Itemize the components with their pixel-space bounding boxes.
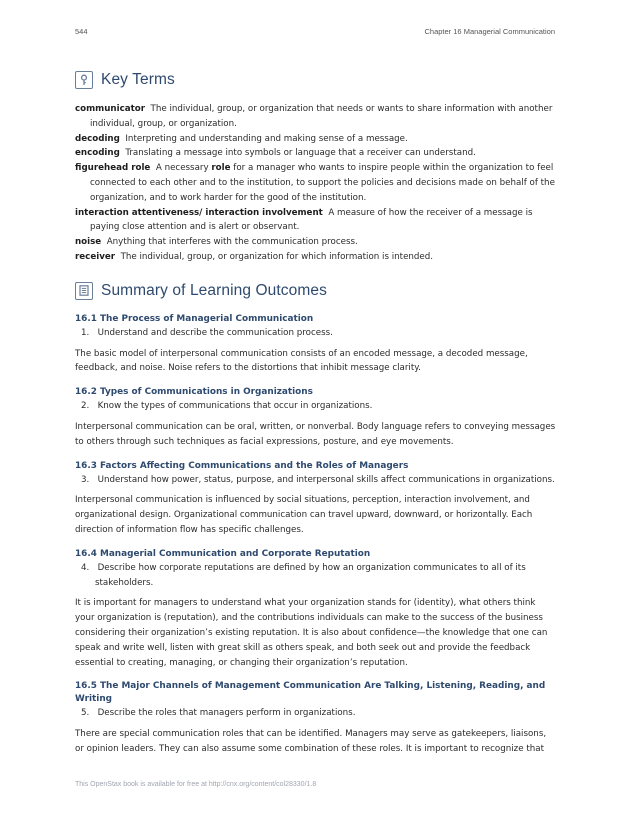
summary-paragraph: Interpersonal communication is influenced by social situations, perception, interaction involvement, and organizational design. Organizational communication can travel upward, downward, or horizontally. Each direction of information flow has specific challenges. — [75, 495, 533, 535]
term-definition: Anything that interferes with the communication process. — [106, 237, 358, 248]
outcome-number: 5. — [81, 708, 90, 719]
summary-section — [75, 548, 557, 671]
document-icon — [75, 282, 93, 300]
footer-note: This OpenStax book is available for free at http://cnx.org/content/col28330/1.8 — [75, 781, 317, 788]
term-name: decoding — [75, 133, 120, 144]
outcome-number: 4. — [81, 562, 90, 573]
outcome-number: 2. — [81, 401, 90, 412]
term-definition: Interpreting and understanding and making sense of a message. — [125, 133, 408, 144]
term-name: communicator — [75, 104, 145, 114]
term-definition: A measure of how the receiver of a message is paying close attention and is alert or observant. — [90, 207, 533, 233]
summary-paragraph: Interpersonal communication can be oral, written, or nonverbal. Body language refers to conveying messages to others through such techniques as facial expressions, posture, and eye movements. — [75, 421, 556, 447]
key-terms-heading — [75, 68, 557, 92]
summary-section — [75, 386, 557, 449]
learning-outcome — [75, 561, 557, 591]
summary-paragraph: It is important for managers to understand what your organization stands for (identity), what others think your organization is (reputation), and the contributions individuals can make to the success of the business considering their organization’s existing reputation. It is also about confidence—the knowledge that one can speak and write well, listen with great skill as others speak, and both seek out and provide the feedback essential to creating, managing, or changing their organization’s reputation. — [75, 598, 548, 668]
term-definition-pre: A necessary — [155, 163, 212, 174]
term-definition: The individual, group, or organization that needs or wants to share information with another individual, group, or organization. — [90, 104, 553, 129]
summary-title: Summary of Learning Outcomes — [101, 281, 327, 299]
learning-outcome — [75, 473, 557, 488]
key-terms-title: Key Terms — [101, 71, 175, 88]
page-number: 544 — [75, 27, 88, 36]
outcome-text: Describe the roles that managers perform in organizations. — [97, 708, 356, 719]
page-content — [75, 68, 557, 757]
outcome-text: Understand how power, status, purpose, and interpersonal skills affect communications in organizations. — [97, 474, 555, 485]
section-heading: 16.4 Managerial Communication and Corporate Reputation — [75, 548, 371, 559]
term-entry — [75, 132, 557, 147]
summary-paragraph: There are special communication roles that can be identified. Managers may serve as gatekeepers, liaisons, or opinion leaders. They can also assume some combination of these roles. It is important to recognize that — [75, 729, 547, 754]
term-name: encoding — [75, 148, 120, 159]
term-entry — [75, 102, 557, 132]
summary-section — [75, 313, 557, 376]
term-entry — [75, 146, 557, 161]
key-icon — [75, 71, 93, 89]
term-definition: for a manager who wants to inspire people within the organization to feel connected to each other and to the institution, to support the policies and decisions made on behalf of the organization, and to work harder for the good of the institution. — [90, 163, 555, 203]
outcome-number: 1. — [81, 327, 90, 338]
summary-section — [75, 680, 557, 756]
learning-outcome — [75, 706, 557, 721]
outcome-text: Understand and describe the communication process. — [97, 327, 333, 338]
term-name: interaction attentiveness/ interaction involvement — [75, 207, 323, 218]
term-definition: The individual, group, or organization for which information is intended. — [120, 251, 434, 262]
section-heading: 16.2 Types of Communications in Organizations — [75, 387, 313, 398]
term-name: figurehead role — [75, 163, 151, 174]
outcome-number: 3. — [81, 474, 90, 485]
term-definition: Translating a message into symbols or language that a receiver can understand. — [125, 148, 476, 159]
summary-paragraph: The basic model of interpersonal communication consists of an encoded message, a decoded message, feedback, and noise. Noise refers to the distortions that inhibit message clarity. — [75, 348, 528, 374]
summary-heading — [75, 279, 557, 303]
summary-section — [75, 460, 557, 538]
section-heading: 16.3 Factors Affecting Communications and the Roles of Managers — [75, 460, 409, 471]
learning-outcome — [75, 326, 557, 341]
term-definition-bold: role — [211, 163, 231, 174]
key-terms-list — [75, 102, 557, 265]
outcome-text: Know the types of communications that occur in organizations. — [97, 401, 373, 412]
outcome-text: Describe how corporate reputations are defined by how an organization communicates to all of its stakeholders. — [95, 562, 526, 588]
term-entry — [75, 161, 557, 205]
term-name: receiver — [75, 251, 116, 262]
section-heading: 16.5 The Major Channels of Management Communication Are Talking, Listening, Reading, and Writing — [75, 681, 546, 705]
term-entry — [75, 250, 557, 265]
term-entry — [75, 235, 557, 250]
section-heading: 16.1 The Process of Managerial Communication — [75, 313, 314, 324]
chapter-title: Chapter 16 Managerial Communication — [424, 27, 555, 36]
learning-outcome — [75, 399, 557, 414]
term-name: noise — [75, 237, 102, 248]
term-entry — [75, 206, 557, 236]
